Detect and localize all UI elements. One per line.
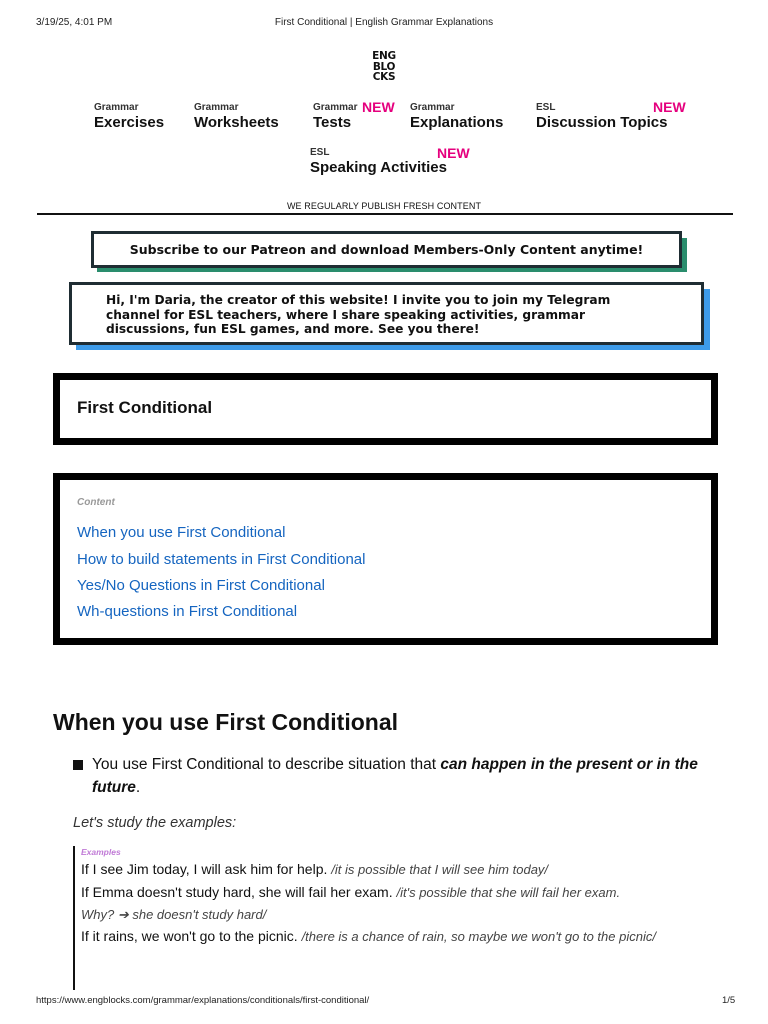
nav-label: Discussion Topics [536, 114, 668, 131]
logo-line-2: BLO [372, 60, 396, 73]
nav-grammar-worksheets[interactable] [194, 102, 279, 132]
nav-grammar-tests[interactable] [313, 102, 357, 132]
example-note: /it's possible that she will fail her exam. [396, 885, 621, 900]
telegram-banner-text: Hi, I'm Daria, the creator of this website! I invite you to join my Telegram channel for ESL teachers, where I share speaking activities, grammar discussions, fun ESL games, and more. See you there! [106, 293, 611, 336]
example-line [81, 928, 656, 944]
example-note: /it is possible that I will see him today/ [331, 862, 549, 877]
example-line [81, 906, 266, 923]
nav-label: Explanations [410, 114, 504, 131]
toc-link-wh-questions[interactable]: Wh-questions in First Conditional [77, 603, 298, 620]
toc-link-statements[interactable]: How to build statements in First Conditional [77, 551, 366, 568]
bullet-plain-text: You use First Conditional to describe situation that [92, 756, 441, 773]
nav-category: Grammar [94, 102, 139, 113]
patreon-banner[interactable] [91, 231, 682, 268]
nav-esl-speaking-activities[interactable] [310, 147, 447, 177]
page-title-box [53, 373, 718, 445]
nav-label: Worksheets [194, 114, 279, 131]
logo-line-1: ENG [372, 50, 396, 62]
bullet-end: . [135, 779, 141, 796]
header-divider [37, 213, 733, 215]
section-heading: When you use First Conditional [53, 709, 398, 735]
new-badge-tests: NEW [362, 99, 395, 115]
print-page-number: 1/5 [722, 995, 736, 1006]
nav-category: ESL [536, 102, 556, 113]
bullet-paragraph [92, 753, 712, 799]
nav-label: Tests [313, 114, 352, 131]
examples-border [73, 846, 75, 990]
nav-category: Grammar [410, 102, 455, 113]
nav-grammar-exercises[interactable] [94, 102, 164, 132]
example-line [81, 861, 548, 877]
toc-link-when-to-use[interactable]: When you use First Conditional [77, 524, 286, 541]
bullet-square-icon [73, 760, 83, 770]
toc-label: Content [77, 497, 115, 508]
page-title: First Conditional [77, 398, 213, 417]
new-badge-discussion-topics: NEW [653, 99, 686, 115]
print-url: https://www.engblocks.com/grammar/explanations/conditionals/first-conditional/ [36, 995, 370, 1006]
site-logo[interactable] [364, 51, 404, 85]
table-of-contents [53, 473, 718, 645]
examples-label: Examples [81, 847, 121, 857]
example-note: /there is a chance of rain, so maybe we won't go to the picnic/ [301, 929, 656, 944]
print-page-title: First Conditional | English Grammar Explanations [274, 17, 494, 28]
nav-category: Grammar [313, 102, 358, 113]
example-sentence: If it rains, we won't go to the picnic. [81, 928, 298, 944]
nav-esl-discussion-topics[interactable] [536, 102, 667, 132]
toc-link-yes-no-questions[interactable]: Yes/No Questions in First Conditional [77, 577, 325, 594]
logo-line-3: CKS [372, 71, 396, 83]
example-sentence: If Emma doesn't study hard, she will fail her exam. [81, 884, 393, 900]
bullet-emphasis: can happen in the present or in the future [92, 756, 698, 796]
nav-category: Grammar [194, 102, 239, 113]
nav-grammar-explanations[interactable] [410, 102, 503, 132]
examples-lead: Let's study the examples: [73, 815, 237, 831]
new-badge-speaking-activities: NEW [437, 145, 470, 161]
nav-label: Exercises [94, 114, 165, 131]
example-note: Why? ➔ she doesn't study hard/ [81, 907, 267, 922]
example-sentence: If I see Jim today, I will ask him for help. [81, 861, 328, 877]
print-datetime: 3/19/25, 4:01 PM [36, 17, 113, 28]
nav-label: Speaking Activities [310, 159, 447, 176]
tagline: WE REGULARLY PUBLISH FRESH CONTENT [286, 201, 482, 211]
patreon-banner-text: Subscribe to our Patreon and download Members-Only Content anytime! [129, 242, 644, 257]
nav-category: ESL [310, 147, 330, 158]
example-line [81, 884, 620, 900]
telegram-banner[interactable] [69, 282, 704, 345]
